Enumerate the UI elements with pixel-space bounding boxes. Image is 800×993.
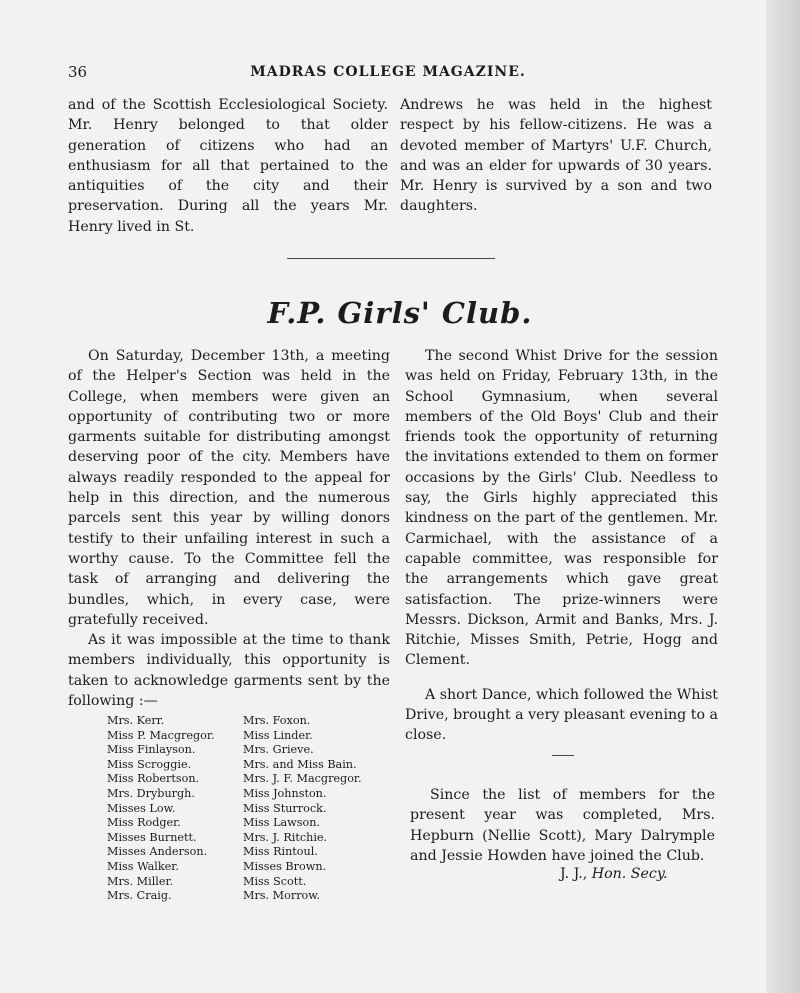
dance-paragraph: A short Dance, which followed the Whist Drive, brought a very pleasant evening to a close. — [405, 686, 718, 744]
donor-name: Misses Anderson. — [107, 845, 208, 859]
short-divider — [552, 755, 574, 756]
donor-list-right — [243, 714, 398, 904]
page-number: 36 — [68, 63, 88, 81]
section-divider — [287, 258, 495, 259]
donor-name: Mrs. Grieve. — [243, 743, 314, 757]
club-left-column — [68, 346, 390, 711]
donor-name: Miss Robertson. — [107, 772, 200, 786]
new-members-paragraph: Since the list of members for the present year was completed, Mrs. Hepburn (Nellie Scott), Mary Dalrymple and Jessie Howden have joined the Club. — [410, 787, 715, 864]
donor-name: Miss Lawson. — [243, 816, 320, 830]
donor-list-left — [107, 714, 237, 904]
running-title: MADRAS COLLEGE MAGAZINE. — [250, 64, 526, 80]
donor-name: Mrs. Kerr. — [107, 714, 165, 727]
donor-name: Miss Johnston. — [243, 786, 327, 800]
donor-name: Mrs. Morrow. — [243, 889, 321, 903]
signature-name: J. J., — [560, 866, 588, 882]
donor-name: Misses Low. — [107, 801, 176, 815]
donor-name: Mrs. J. Ritchie. — [243, 830, 328, 844]
previous-article-right-column — [400, 95, 712, 217]
donor-name: Miss Finlayson. — [107, 743, 196, 757]
donor-name: Mrs. Foxon. — [243, 714, 311, 727]
donor-name: Miss Linder. — [243, 728, 313, 742]
donor-name: Mrs. J. F. Macgregor. — [243, 772, 362, 786]
donor-name: Miss Rodger. — [107, 816, 181, 830]
donor-name: Miss Scott. — [243, 874, 307, 888]
page-edge-shadow — [766, 0, 800, 993]
signature-role: Hon. Secy. — [591, 866, 668, 882]
previous-article-left-text: and of the Scottish Ecclesiological Society. Mr. Henry belonged to that older generation of citizens who had an enthusiasm for all that pertained to the antiquities of the city and their preservation. During all the years Mr. Henry lived in St. — [68, 97, 388, 235]
donor-name: Mrs. Miller. — [107, 874, 174, 888]
donor-name: Miss Scroggie. — [107, 757, 192, 771]
acknowledgement-paragraph: As it was impossible at the time to thank members individually, this opportunity is taken to acknowledge garments sent by the following :— — [68, 632, 390, 710]
section-title: F.P. Girls' Club. — [267, 296, 533, 330]
previous-article-right-text: Andrews he was held in the highest respect by his fellow-citizens. He was a devoted member of Martyrs' U.F. Church, and was an elder for upwards of 30 years. Mr. Henry is survived by a son and two daughters. — [400, 97, 712, 215]
donor-name: Mrs. Craig. — [107, 889, 172, 903]
donor-name: Mrs. and Miss Bain. — [243, 757, 357, 771]
donor-name: Mrs. Dryburgh. — [107, 786, 195, 800]
signature — [560, 866, 720, 882]
donor-name: Miss Sturrock. — [243, 801, 327, 815]
donor-name: Misses Burnett. — [107, 830, 197, 844]
previous-article-left-column — [68, 95, 388, 237]
donor-name: Miss P. Macgregor. — [107, 728, 215, 742]
page-header — [68, 63, 708, 85]
donor-name: Miss Walker. — [107, 859, 179, 873]
club-right-bottom — [410, 785, 715, 866]
donor-name: Miss Rintoul. — [243, 845, 318, 859]
club-right-column — [405, 346, 718, 746]
meeting-paragraph: On Saturday, December 13th, a meeting of the Helper's Section was held in the College, when members were given an opportunity of contributing two or more garments suitable for distributing amongst deserving poor of the city. Members have always readily responded to the appeal for help in this direction, and the numerous parcels sent this year by willing donors testify to their unfailing interest in such a worthy cause. To the Committee fell the task of arranging and delivering the bundles, which, in every case, were gratefully received. — [68, 348, 390, 628]
whist-drive-paragraph: The second Whist Drive for the session was held on Friday, February 13th, in the School Gymnasium, when several members of the Old Boys' Club and their friends took the opportunity of returning the invitations extended to them on former occasions by the Girls' Club. Needless to say, the Girls highly appreciated this kindness on the part of the gentlemen. Mr. Carmichael, with the assistance of a capable committee, was responsible for the arrangements which gave great satisfaction. The prize-winners were Messrs. Dickson, Armit and Banks, Mrs. J. Ritchie, Misses Smith, Petrie, Hogg and Clement. — [405, 348, 718, 669]
donor-name: Misses Brown. — [243, 859, 327, 873]
